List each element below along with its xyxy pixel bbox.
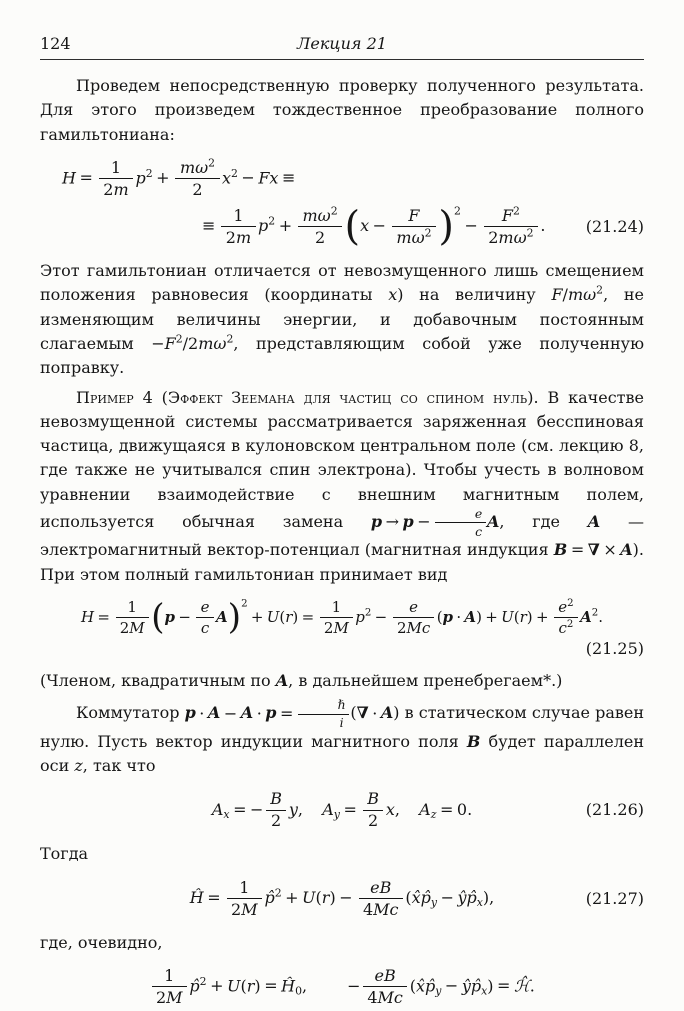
paragraph-example-4-zeeman: Пример 4 (Эффект Зеемана для частиц со спином нуль). В качестве невозмущенной системы рассматривается заряженная бесспиновая частица, движущаяся в кулоновском центральном поле (см. лекцию 8, где также не учитывался спин электрона). Чтобы учесть в волновом уравнении взаимодействие с внешним магнитным полем, используется обычная замена p → p − $\frac{e}{c}$ A, где A — электромагнитный вектор-потенциал (магнитная индукция B = ∇ × A). При этом полный гамильтониан принимает вид — [40, 387, 644, 584]
paragraph-hamiltonian-discussion: Этот гамильтониан отличается от невозмущенного лишь смещением положения равновесия (координаты x) на величину $F/m\omega^2$, не изменяющим величины энергии, и добавочным постоянным слагаемым $-F^2/2m\omega^2$, представляющим собой уже полученную поправку. — [40, 260, 645, 378]
equation-h0-and-perturbation — [40, 963, 644, 1011]
running-title: Лекция 21 — [297, 34, 387, 53]
equation-21-27-math: Ĥ = $\frac{1}{2M}$ p̂$^2$ + U(r) − $\frac{eB}{4Mc}$ ($x̂p̂_y$ − $ŷp̂_x$), — [189, 877, 495, 919]
equation-21-27-line — [40, 875, 644, 923]
equation-21-25-line: H = $\frac{1}{2M}$ (p − $\frac{e}{c}$ A)$^2$+ U(r) = $\frac{1}{2M}$ $p^2$ − $\frac{e}{2Mc}$ (p · A) + U(r) + $\frac{e^2}{c^2}$ $A^2$. — [81, 597, 603, 638]
paragraph-neglect-quadratic-term: (Членом, квадратичным по A, в дальнейшем пренебрегаем*.) — [40, 671, 563, 690]
paragraph-then: Тогда — [40, 844, 89, 864]
paragraph-intro: Проведем непосредственную проверку полученного результата. Для этого произведем тождественное преобразование полного гамильтониана: — [40, 76, 644, 144]
equation-21-26-line — [40, 786, 644, 834]
paragraph-where-obviously: где, очевидно, — [40, 932, 163, 952]
equation-21-27 — [40, 875, 644, 923]
equation-21-26-math: $A_x$ = − $\frac{B}{2}$ y, $A_y$ = $\frac{B}{2}$ x, $A_z = 0$. — [211, 789, 473, 831]
equation-21-24-line-2 — [40, 203, 644, 251]
equation-21-24-line-1: H = $\frac{1}{2m}$ $p^2$ + $\frac{m\omega^2}{2}$ $x^2 - Fx$ ≡ — [62, 156, 296, 200]
equation-number-21-26: (21.26) — [585, 800, 644, 820]
page-number: 124 — [40, 34, 71, 53]
equation-21-24-line-2-math: ≡ $\frac{1}{2m}$ $p^2$ + $\frac{m\omega^2}{2}$ (x − $\frac{F}{m\omega^2}$ )$^2$− $\frac{F^2}{2m\omega^2}$ . — [202, 203, 546, 250]
page-header — [40, 32, 644, 56]
header-rule — [40, 59, 644, 60]
equation-number-21-25: (21.25) — [585, 638, 644, 658]
equation-21-24 — [40, 155, 644, 251]
equation-h0-line: $\frac{1}{2M}$ p̂$^2$ + $U(r) = Ĥ_0$, − $\frac{eB}{4Mc}$ ($x̂p̂_y$ − $ŷp̂_x$) = ℋ̂. — [40, 963, 644, 1011]
equation-21-26 — [40, 786, 644, 834]
equation-number-21-27: (21.27) — [585, 888, 644, 908]
paragraph-commutator: Коммутатор p · A − A · p = ℏ i (∇ · A) в статическом случае равен нулю. Пусть вектор индукции магнитного поля B будет параллелен оси z, так что — [40, 697, 644, 776]
equation-21-25 — [40, 595, 644, 661]
equation-number-21-24: (21.24) — [585, 216, 644, 236]
